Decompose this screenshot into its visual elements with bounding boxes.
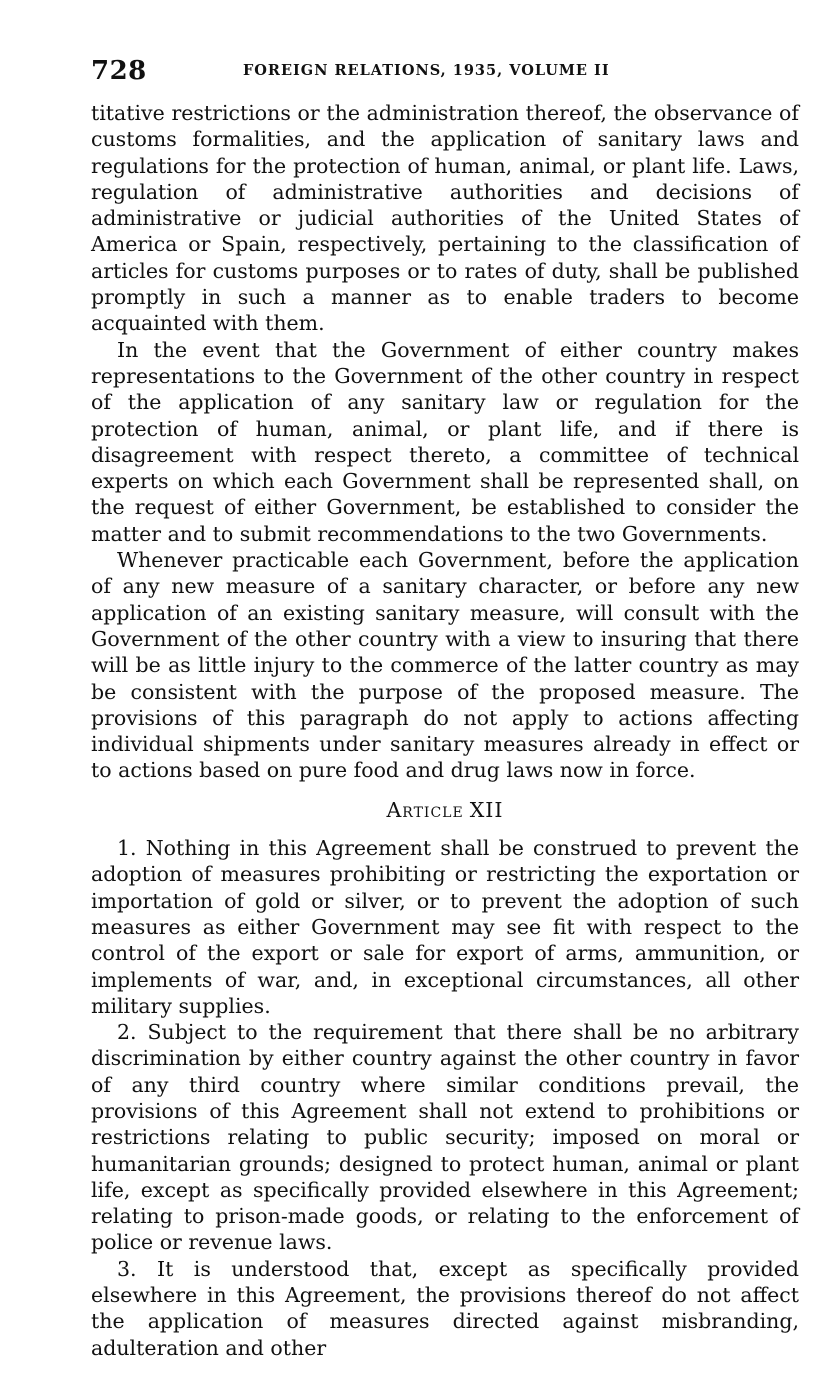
paragraph-continuation: titative restrictions or the administration thereof, the observance of customs formalities, and the application of sanitary laws and regulations for the protection of human, animal, or plant life. Laws, regulation of administrative authorities and decisions of administrative or judicial authorities of the United States of America or Spain, respectively, pertaining to the classification of articles for customs purposes or to rates of duty, shall be published promptly in such a manner as to enable traders to become acquainted with them. [91, 101, 799, 336]
article-number: XII [469, 797, 504, 822]
paragraph-committee: In the event that the Government of either country makes representations to the Government of the other country in respect of the application of any sanitary law or regulation for the protection of human, animal, or plant life, and if there is disagreement with respect thereto, a committee of technical experts on which each Government shall be represented shall, on the request of either Government, be established to consider the matter and to submit recommendations to the two Governments. [91, 337, 799, 546]
page-number: 728 [91, 56, 147, 86]
paragraph-section-2: 2. Subject to the requirement that there shall be no arbitrary discrimination by either country against the other country in favor of any third country where similar conditions prevail, the provisions of this Agreement shall not extend to prohibitions or restrictions relating to public security; imposed on moral or humanitarian grounds; designed to protect human, animal or plant life, except as specifically provided elsewhere in this Agreement; relating to prison-made goods, or relating to the enforcement of police or revenue laws. [91, 1020, 799, 1255]
body-text [91, 100, 799, 1361]
running-head: FOREIGN RELATIONS, 1935, VOLUME II [243, 62, 610, 79]
paragraph-section-1: 1. Nothing in this Agreement shall be construed to prevent the adoption of measures prohibiting or restricting the exportation or importation of gold or silver, or to prevent the adoption of such measures as either Government may see fit with respect to the control of the export or sale for export of arms, ammunition, or implements of war, and, in exceptional circumstances, all other military supplies. [91, 836, 799, 1018]
article-word: Article [386, 797, 464, 822]
page-header [91, 56, 799, 86]
paragraph-section-3: 3. It is understood that, except as specifically provided elsewhere in this Agreement, the provisions thereof do not affect the application of measures directed against misbranding, adulteration and other [91, 1256, 799, 1360]
article-heading [91, 797, 799, 823]
paragraph-consultation: Whenever practicable each Government, before the application of any new measure of a sanitary character, or before any new application of an existing sanitary measure, will consult with the Government of the other country with a view to insuring that there will be as little injury to the commerce of the latter country as may be consistent with the purpose of the proposed measure. The provisions of this paragraph do not apply to actions affecting individual shipments under sanitary measures already in effect or to actions based on pure food and drug laws now in force. [91, 548, 799, 783]
